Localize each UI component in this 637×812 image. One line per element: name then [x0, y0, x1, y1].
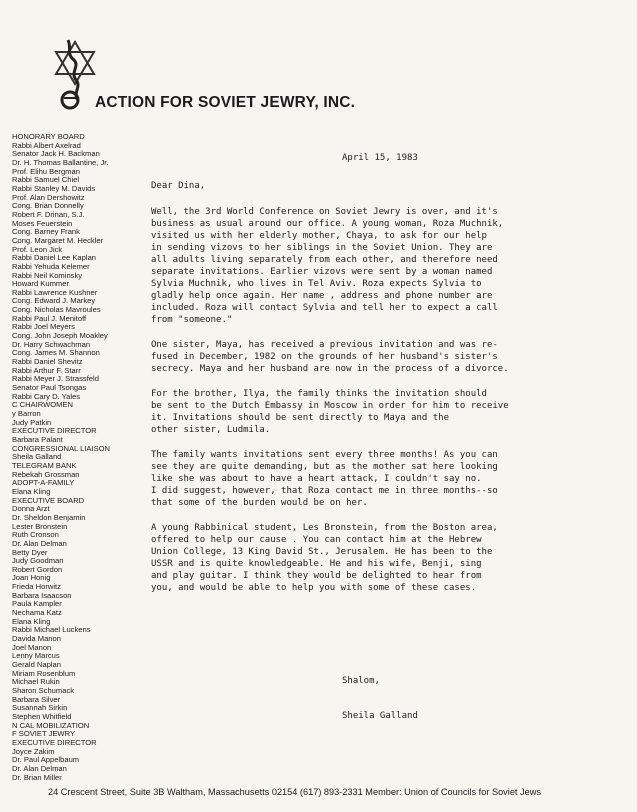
sidebar-member-name: Sharon Schumack: [12, 687, 75, 695]
sidebar-group-title: TELEGRAM BANK: [12, 461, 77, 470]
sidebar-member-name: Gerald Naplan: [12, 661, 61, 670]
sidebar-member-name: Dr. Harry Schwachman: [12, 340, 91, 349]
sidebar-member-name: Senator Jack H. Backman: [12, 150, 100, 159]
sidebar-member-name: Lenny Marcus: [12, 652, 60, 661]
sidebar-member-name: Rabbi Daniel Shevitz: [12, 358, 83, 367]
sidebar-member-name: Elana Kling: [12, 487, 51, 496]
letter-paragraph: For the brother, Ilya, the family thinks the invitation should be sent to the Dutch Embassy in Moscow in order for him to receive it. Invitations should be sent directly to Maya and the other sister, Ludmila.: [151, 389, 509, 435]
sidebar-member-name: Robert Gordon: [12, 565, 63, 574]
sidebar-member-name: Cong. Nicholas Mavroules: [12, 306, 101, 315]
letter-paragraph: Well, the 3rd World Conference on Soviet Jewry is over, and it's business as usual around our office. A young woman, Roza Muchnik, visited us with her elderly mother, Chaya, to ask for our help in sending vizovs to her siblings in the Soviet Union. They are all adults living separately from each other, and therefore need separate invitations. Earlier vizovs were sent by a woman named Sylvia Muchnik, who lives in Tel Aviv. Roza expects Sylvia to gladly help once again. Her name , address and phone number are included. Roza will contact Sylvia and tell her to expect a call from "someone.": [151, 207, 504, 325]
sidebar-member-name: Cong. Brian Donnelly: [12, 202, 84, 211]
organization-name: ACTION FOR SOVIET JEWRY, INC.: [95, 94, 356, 111]
sidebar-member-name: Rabbi Stanley M. Davids: [12, 184, 96, 193]
sidebar-member-name: Barbara Isaacson: [12, 591, 72, 600]
sidebar-member-name: Stephen Whitfield: [12, 712, 72, 721]
sidebar-member-name: Rabbi Paul J. Menitoff: [12, 314, 87, 323]
sidebar-member-name: Senator Paul Tsongas: [12, 384, 87, 393]
sidebar-member-name: Frieda Horwitz: [12, 583, 61, 592]
sidebar-member-name: Rabbi Joel Meyers: [12, 323, 75, 332]
sidebar-member-name: Dr. Alan Delman: [12, 764, 67, 773]
sidebar-member-name: Judy Goodman: [12, 557, 64, 566]
sidebar-member-name: Judy Patkin: [12, 418, 52, 427]
letter-paragraph: The family wants invitations sent every three months! As you can see they are quite demanding, but as the mother sat here looking like she was about to have a heart attack, I couldn't say no. I did suggest, however, that Roza contact me in three months--so that some of the burden would be on her.: [151, 450, 498, 508]
sidebar-group-title: HONORARY BOARD: [12, 133, 85, 141]
sidebar-member-name: Cong. Margaret M. Heckler: [12, 236, 104, 245]
sidebar-member-name: Davida Manon: [12, 635, 61, 644]
sidebar-member-name: Prof. Elihu Bergman: [12, 167, 80, 176]
sidebar-member-name: Dr. Brian Miller: [12, 773, 62, 782]
sidebar-member-name: Elana Kling: [12, 617, 51, 626]
sidebar-member-name: Rabbi Samuel Chiel: [12, 176, 80, 185]
sidebar-group-title: EXECUTIVE DIRECTOR: [12, 738, 97, 747]
sidebar-group-title: N CAL MOBILIZATION: [12, 721, 90, 730]
sidebar-member-name: Paula Kampler: [12, 600, 62, 609]
sidebar-member-name: Rebekah Grossman: [12, 470, 80, 479]
letter-date: April 15, 1983: [342, 153, 418, 163]
sidebar-member-name: Susannah Sirkin: [12, 704, 68, 713]
sidebar-member-name: Michael Rukin: [12, 678, 60, 687]
sidebar-member-name: Cong. John Joseph Moakley: [12, 332, 108, 341]
sidebar-member-name: Dr. H. Thomas Ballantine, Jr.: [12, 158, 109, 167]
board-member-list: [12, 133, 147, 782]
sidebar-group-title: EXECUTIVE BOARD: [12, 496, 85, 505]
sidebar-member-name: Betty Dyer: [12, 548, 48, 557]
sidebar-member-name: Rabbi Arthur F. Starr: [12, 366, 81, 375]
sidebar-member-name: Joyce Zakim: [12, 747, 55, 756]
footer-address: 24 Crescent Street, Suite 3B Waltham, Massachusetts 02154 (617) 893-2331 Member: Union of Councils for Soviet Jews: [48, 787, 541, 797]
star-of-david-logo-icon: [50, 38, 100, 114]
sidebar-member-name: Miriam Rosenblum: [12, 669, 76, 678]
sidebar-member-name: Dr. Sheldon Benjamin: [12, 513, 86, 522]
sidebar-member-name: Moses Feuerstein: [12, 219, 73, 228]
sidebar-member-name: Barbara Silver: [12, 695, 61, 704]
sidebar-member-name: Prof. Alan Dershowitz: [12, 193, 85, 202]
sidebar-group-title: EXECUTIVE DIRECTOR: [12, 427, 97, 436]
sidebar-member-name: Rabbi Neil Kominsky: [12, 271, 83, 280]
sidebar-member-name: Rabbi Michael Luckens: [12, 626, 91, 635]
sidebar-member-name: Barbara Palant: [12, 435, 63, 444]
sidebar-member-name: Sheila Galland: [12, 453, 62, 462]
sidebar-member-name: Donna Arzt: [12, 505, 50, 514]
letter-body: [151, 180, 631, 607]
sidebar-member-name: Rabbi Meyer J. Strassfeld: [12, 375, 99, 384]
sidebar-member-name: Cong. Edward J. Markey: [12, 297, 96, 306]
sidebar-member-name: y Barron: [12, 410, 41, 418]
signature: Sheila Galland: [342, 711, 418, 721]
sidebar-member-name: Rabbi Cary D. Yales: [12, 392, 81, 401]
salutation: Dear Dina,: [151, 181, 206, 191]
sidebar-member-name: Ruth Cronson: [12, 531, 59, 540]
sidebar-group-title: C CHAIRWOMEN: [12, 401, 74, 410]
sidebar-member-name: Prof. Leon Jick: [12, 245, 63, 254]
sidebar-member-name: Nechama Katz: [12, 609, 62, 618]
sidebar-member-name: Cong. James M. Shannon: [12, 349, 100, 358]
sidebar-member-name: Dr. Paul Appelbaum: [12, 756, 80, 765]
sidebar-member-name: Rabbi Lawrence Kushner: [12, 288, 98, 297]
sidebar-member-name: Rabbi Daniel Lee Kaplan: [12, 254, 97, 263]
sidebar-member-name: Dr. Alan Delman: [12, 539, 67, 548]
sidebar-group-title: ADOPT-A-FAMILY: [12, 479, 75, 488]
closing: Shalom,: [342, 676, 380, 686]
sidebar-member-name: Cong. Barney Frank: [12, 228, 80, 237]
sidebar-member-name: Joan Honig: [12, 574, 51, 583]
letter-paragraph: One sister, Maya, has received a previous invitation and was re- fused in December, 1982 on the grounds of her husband's sister's secrecy. Maya and her husband are now in the process of a divorce.: [151, 340, 509, 374]
sidebar-member-name: Rabbi Albert Axelrad: [12, 141, 81, 150]
sidebar-group-title: CONGRESSIONAL LIAISON: [12, 444, 111, 453]
sidebar-member-name: Lester Bronstein: [12, 522, 68, 531]
sidebar-member-name: Howard Kummer: [12, 280, 69, 289]
letter-paragraph: A young Rabbinical student, Les Bronstein, from the Boston area, offered to help our cause . You can contact him at the Hebrew Union College, 13 King David St., Jerusalem. He has been to the USSR and is quite knowledgeable. He and his wife, Benji, sing and play guitar. I think they would be delighted to hear from you, and would be able to help you with some of these cases.: [151, 523, 498, 593]
sidebar-member-name: F SOVIET JEWRY: [12, 730, 76, 739]
sidebar-member-name: Joel Manon: [12, 643, 52, 652]
sidebar-member-name: Rabbi Yehuda Kelemer: [12, 262, 90, 271]
sidebar-member-name: Robert F. Drinan, S.J.: [12, 210, 85, 219]
